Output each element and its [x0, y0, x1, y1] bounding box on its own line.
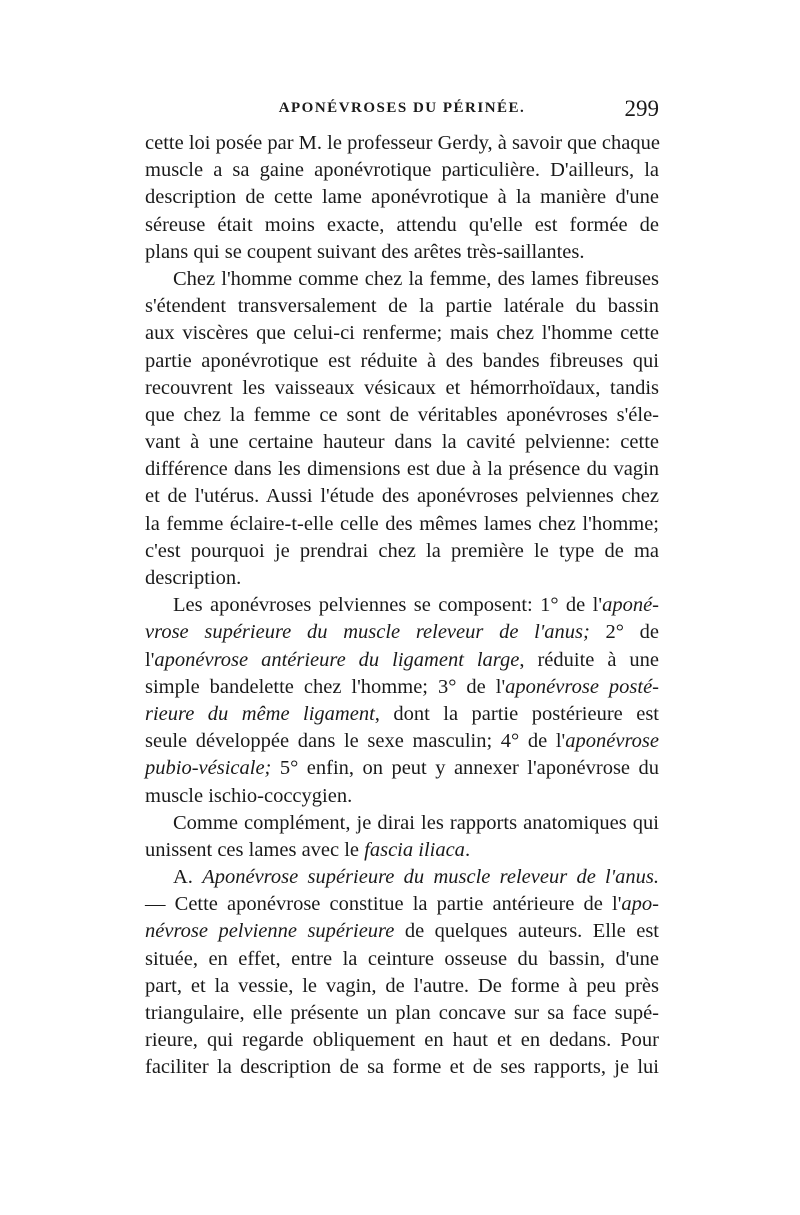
text-run: Les aponévroses pelviennes se composent: 1° de l': [173, 594, 603, 617]
text-run: 5° enfin, on peut y annexer l'aponévrose du: [271, 757, 659, 780]
text-line: description de cette lame aponévrotique à la manière d'une: [145, 186, 659, 209]
text-line: triangulaire, elle présente un plan concave sur sa face supé-: [145, 1002, 659, 1024]
italic-run: aponévrose antérieure du ligament large: [154, 648, 520, 671]
text-run: , réduite à une: [519, 648, 659, 671]
italic-run: apo-: [621, 893, 659, 916]
text-line: [145, 728, 659, 755]
text-line: c'est pourquoi je prendrai chez la première le type de ma: [145, 539, 659, 562]
italic-run: aponé-: [602, 594, 659, 617]
text-line: vant à une certaine hauteur dans la cavité pelvienne: cette: [145, 431, 659, 454]
text-line: [145, 891, 659, 918]
text-run: — Cette aponévrose constitue la partie antérieure de l': [145, 893, 622, 916]
text-line: [145, 647, 659, 674]
text-line: que chez la femme ce sont de véritables aponévroses s'éle-: [145, 403, 659, 426]
text-line: muscle ischio-coccygien.: [145, 784, 353, 807]
text-line: rieure, qui regarde obliquement en haut et en dedans. Pour: [145, 1029, 659, 1052]
text-line: Chez l'homme comme chez la femme, des lames fibreuses: [173, 267, 659, 290]
text-run: unissent ces lames avec le: [145, 838, 365, 861]
italic-run: pubio-vésicale;: [145, 757, 272, 780]
italic-run: aponévrose: [565, 730, 659, 753]
text-line: [145, 918, 659, 945]
text-run: , dont la partie postérieure est: [374, 702, 660, 725]
text-line: s'étendent transversalement de la partie latérale du bassin: [145, 295, 659, 318]
body-text: [145, 130, 659, 1082]
text-line: et de l'utérus. Aussi l'étude des aponévroses pelviennes chez: [145, 485, 659, 508]
text-run: 2° de: [589, 621, 659, 644]
text-line: Comme complément, je dirai les rapports anatomiques qui: [173, 811, 659, 834]
text-line: située, en effet, entre la ceinture osseuse du bassin, d'une: [145, 947, 659, 970]
text-line: [145, 864, 659, 891]
text-line: part, et la vessie, le vagin, de l'autre. De forme à peu près: [145, 974, 659, 997]
text-line: recouvrent les vaisseaux vésicaux et hémorrhoïdaux, tandis: [145, 376, 659, 399]
text-line: [145, 674, 659, 701]
text-run: de quelques auteurs. Elle est: [394, 920, 660, 943]
text-line: [145, 837, 659, 864]
italic-run: fascia iliaca: [364, 838, 465, 861]
text-line: [145, 701, 659, 728]
text-line: la femme éclaire-t-elle celle des mêmes lames chez l'homme;: [145, 512, 659, 535]
text-run: A.: [173, 866, 203, 889]
text-run: l': [145, 648, 155, 671]
text-line: cette loi posée par M. le professeur Gerdy, à savoir que chaque: [145, 132, 660, 154]
text-line: faciliter la description de sa forme et de ses rapports, je lui: [145, 1056, 659, 1079]
text-run: seule développée dans le sexe masculin; 4° de l': [145, 730, 566, 753]
text-line: [145, 755, 659, 782]
text-line: séreuse était moins exacte, attendu qu'elle est formée de: [145, 213, 659, 236]
text-line: [145, 619, 659, 646]
page-number: 299: [624, 96, 659, 121]
text-run: simple bandelette chez l'homme; 3° de l': [145, 675, 506, 698]
text-line: muscle a sa gaine aponévrotique particulière. D'ailleurs, la: [145, 159, 659, 182]
text-run: .: [464, 838, 471, 861]
italic-run: rieure du même ligament: [145, 702, 375, 725]
italic-run: Aponévrose supérieure du muscle releveur de l'anus.: [202, 866, 659, 889]
italic-run: vrose supérieure du muscle releveur de l'anus;: [145, 621, 590, 644]
italic-run: névrose pelvienne supérieure: [145, 920, 395, 943]
text-line: description.: [145, 567, 242, 589]
running-head: [145, 98, 659, 126]
running-title: APONÉVROSES DU PÉRINÉE.: [278, 100, 526, 116]
text-line: plans qui se coupent suivant des arêtes très-saillantes.: [145, 240, 585, 263]
text-line: différence dans les dimensions est due à la présence du vagin: [145, 458, 659, 481]
italic-run: aponévrose posté-: [505, 675, 660, 698]
text-line: partie aponévrotique est réduite à des bandes fibreuses qui: [145, 349, 659, 372]
text-line: aux viscères que celui-ci renferme; mais chez l'homme cette: [145, 322, 659, 345]
text-line: [145, 592, 659, 619]
